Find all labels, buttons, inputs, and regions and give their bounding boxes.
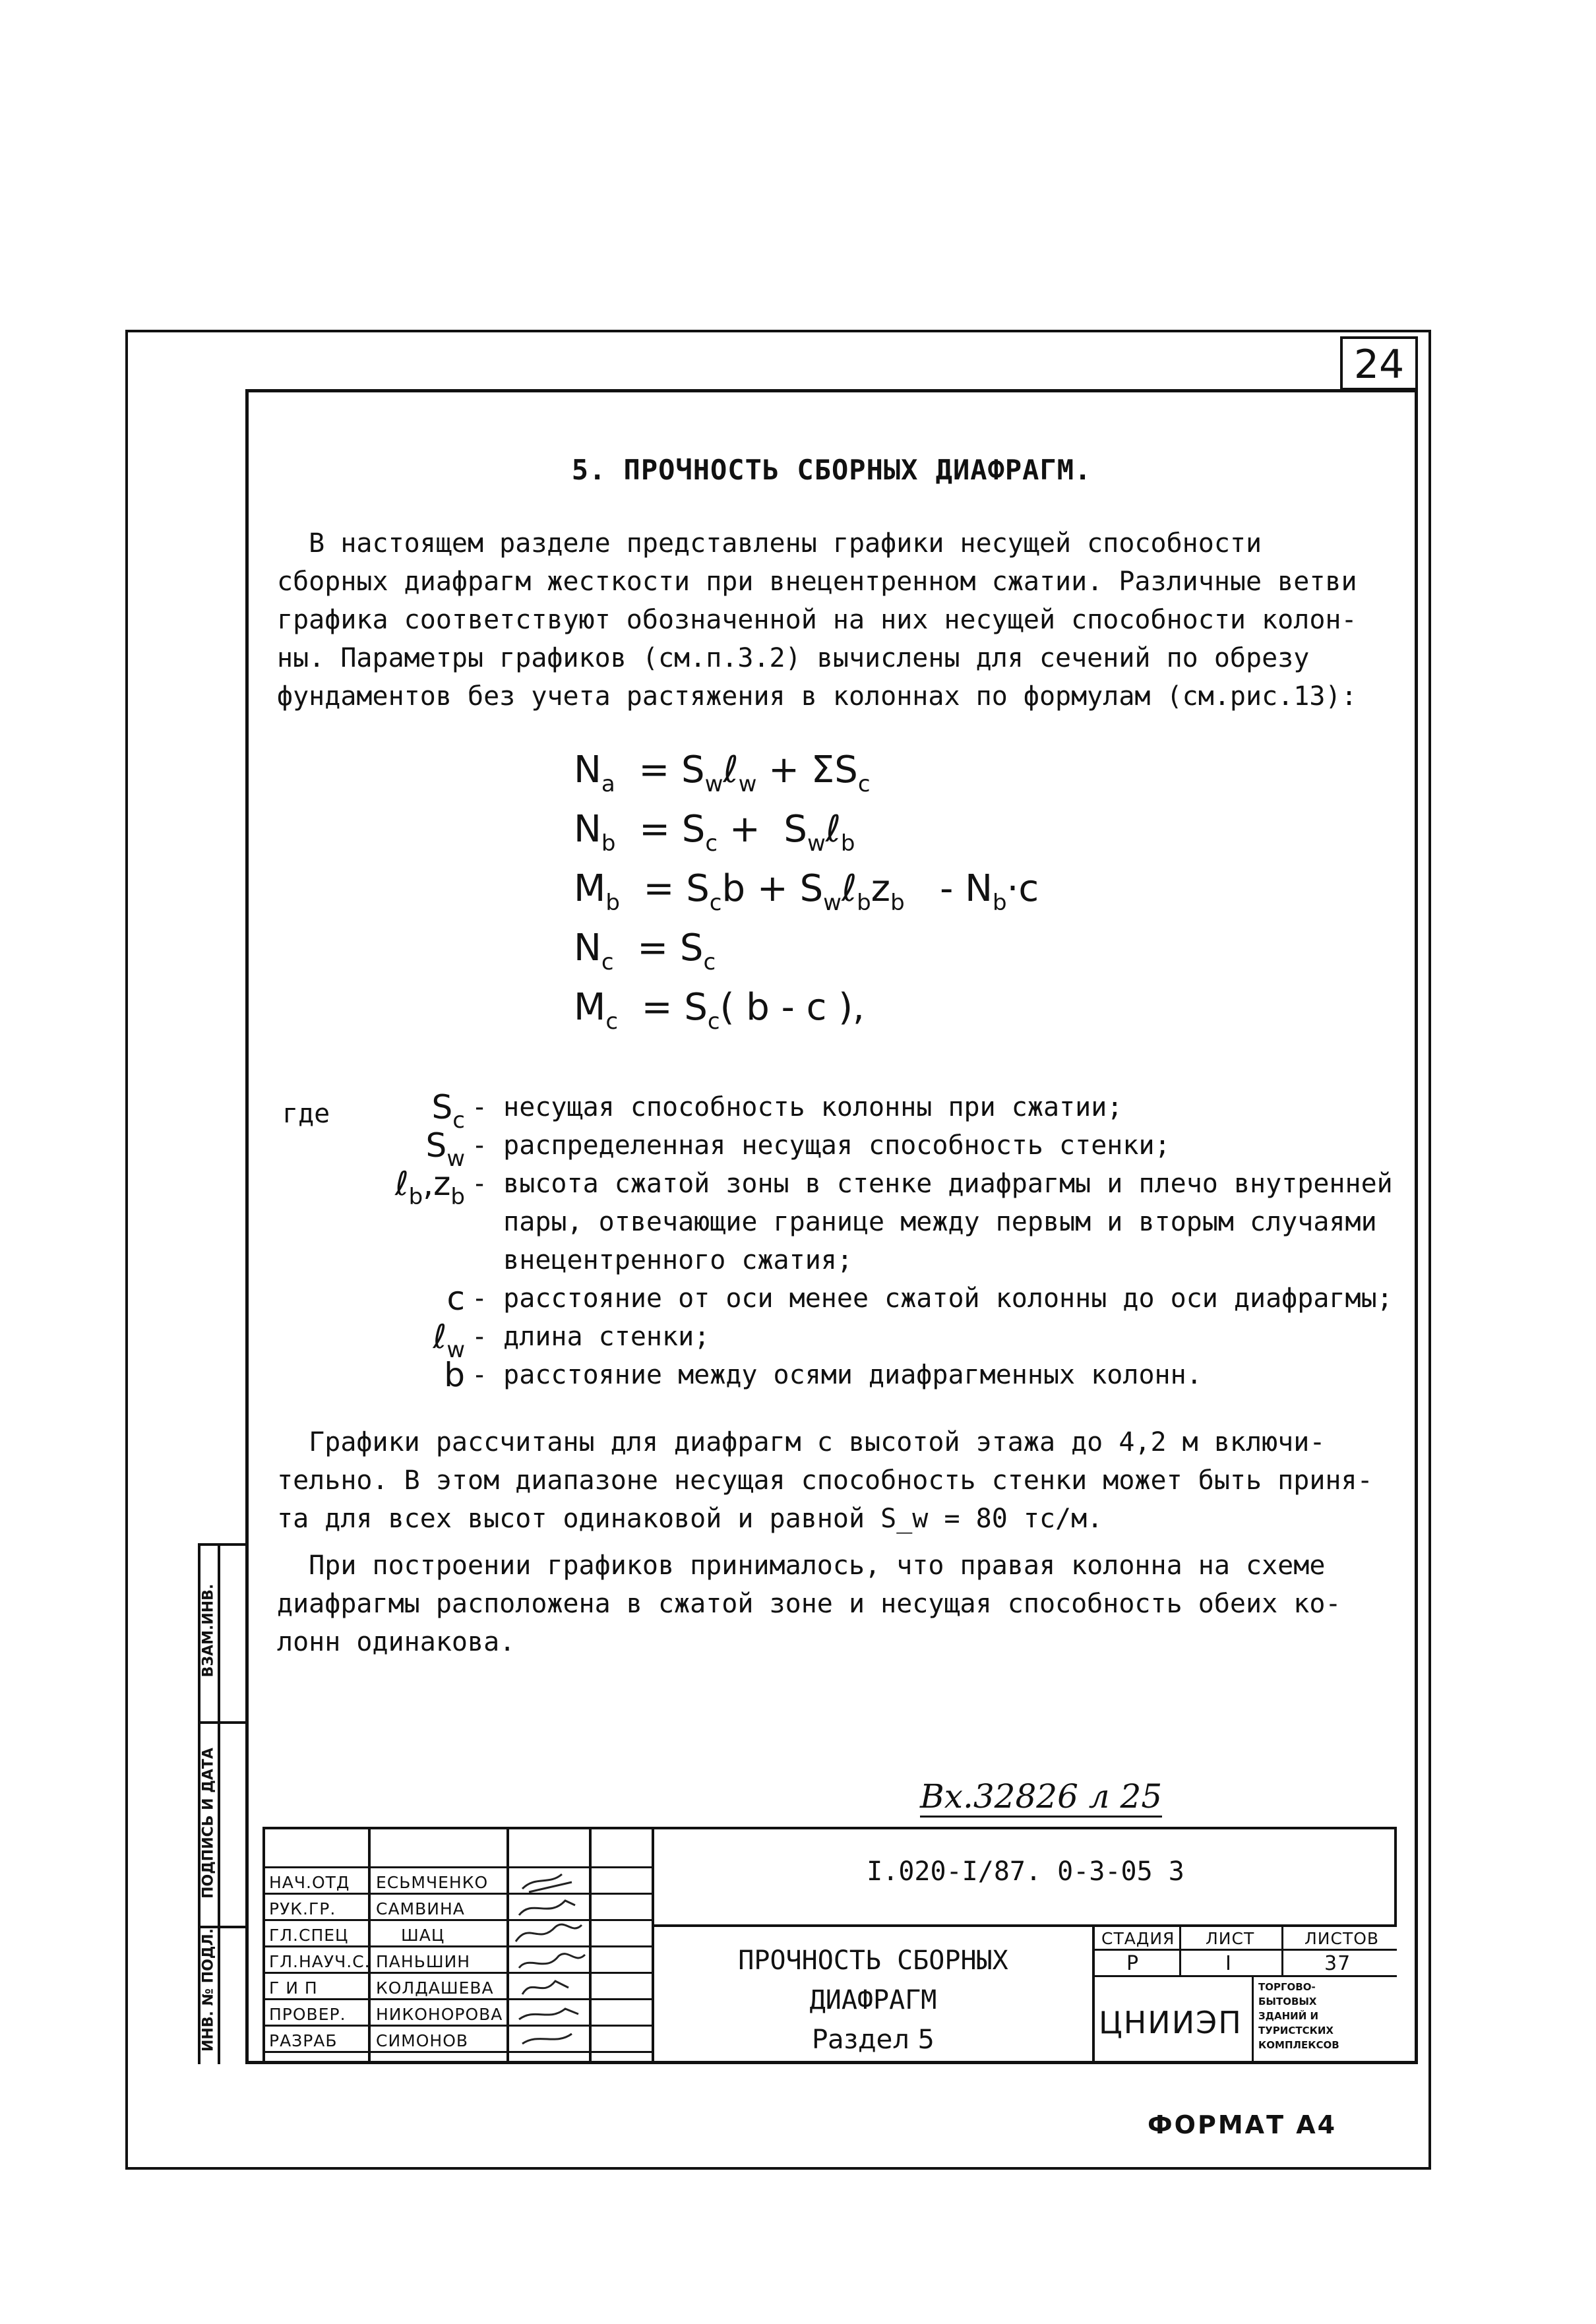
name-cell: САМВИНА [376,1899,465,1918]
name-cell: НИКОНОРОВА [376,2005,503,2024]
para3-line: лонн одинакова. [277,1627,516,1657]
definition-row [333,1318,1393,1363]
intro-paragraph [277,524,1357,716]
definition-text: - несущая способность колонны при сжатии; [472,1092,1123,1122]
definition-row [333,1203,1393,1241]
definition-text: внецентренного сжатия; [472,1245,853,1275]
role-cell: ГЛ.СПЕЦ [269,1926,349,1945]
format-label: ФОРМАТ А4 [1148,2110,1337,2139]
formula-mc: $M_c = S_c$( b - c ), [574,986,865,1035]
intro-line: фундаментов без учета растяжения в колоннах по формулам (см.рис.13): [277,681,1357,712]
definition-symbol: $\ell_b,z_b$ [395,1165,465,1210]
definition-text: - расстояние от оси менее сжатой колонны до оси диафрагмы; [472,1283,1393,1314]
definition-symbol: $S_w$ [425,1126,465,1172]
definition-symbol: b [444,1356,465,1394]
signatures [509,1869,588,2051]
definition-row [333,1279,1393,1318]
organization-name: ЦНИИЭП [1099,2005,1243,2040]
paragraph-3 [277,1546,1341,1661]
para2-line: Графики рассчитаны для диафрагм с высотой этажа до 4,2 м включи- [277,1427,1326,1457]
side-label-inv: ИНВ. № ПОДЛ. [200,1928,217,2052]
incoming-note: Вх.32826 л 25 [920,1777,1162,1818]
formula-nc: $N_c = S_c$ [574,927,716,975]
sheets-header: ЛИСТОВ [1304,1929,1380,1948]
definition-row [333,1088,1393,1134]
para2-line: та для всех высот одинаковой и равной S_w = 80 тс/м. [277,1504,1103,1534]
formula-block [574,749,1039,1045]
definition-text: - высота сжатой зоны в стенке диафрагмы и плечо внутренней [472,1169,1393,1199]
sheet-number: 24 [1340,336,1418,390]
where-label: где [282,1099,330,1129]
role-cell: РАЗРАБ [269,2031,338,2050]
intro-line: графика соответствуют обозначенной на них несущей способности колон- [277,605,1357,635]
section-label: Раздел 5 [812,2025,935,2055]
definition-row [333,1126,1393,1172]
formula-mb: $M_b = S_cb$ + $S_w\ell_bz_b - N_b\cdot c$ [574,867,1039,916]
definition-row [333,1356,1393,1394]
role-cell: НАЧ.ОТД [269,1873,350,1892]
name-cell: ЕСЬМЧЕНКО [376,1873,489,1892]
intro-line: сборных диафрагм жесткости при внецентренном сжатии. Различные ветви [277,566,1357,597]
definition-symbol: c [446,1279,465,1318]
sheets-value: 37 [1324,1952,1351,1975]
definition-text: - распределенная несущая способность стенки; [472,1130,1171,1161]
definition-symbol: ℓ$_w$ [433,1318,465,1363]
document-designation: I.020-I/87. 0-3-05 3 [867,1856,1184,1887]
formula-nb: $N_b = S_c$ + $S_w\ell_b$ [574,808,855,857]
organization-subtitle: ТОРГОВО- БЫТОВЫХ ЗДАНИЙ И ТУРИСТСКИХ КОМПЛЕКСОВ [1258,1981,1339,2051]
paragraph-2 [277,1423,1373,1538]
definition-row [333,1241,1393,1279]
role-cell: ПРОВЕР. [269,2005,346,2024]
sheet-value: I [1225,1952,1232,1975]
definitions [333,1088,1393,1394]
role-cell: ГЛ.НАУЧ.С. [269,1952,371,1971]
definition-symbol: $S_c$ [431,1088,465,1134]
document-title-1: ПРОЧНОСТЬ СБОРНЫХ [738,1945,1008,1976]
role-cell: РУК.ГР. [269,1899,336,1918]
name-cell: СИМОНОВ [376,2031,469,2050]
definition-row [333,1165,1393,1210]
sheet-header: ЛИСТ [1206,1929,1255,1948]
name-cell: КОЛДАШЕВА [376,1978,494,1998]
name-cell: ПАНЬШИН [376,1952,471,1971]
side-label-replace: ВЗАМ.ИНВ. [200,1583,217,1678]
para3-line: диафрагмы расположена в сжатой зоне и несущая способность обеих ко- [277,1589,1341,1619]
para2-line: тельно. В этом диапазоне несущая способность стенки может быть приня- [277,1465,1373,1496]
stage-value: Р [1126,1952,1140,1975]
definition-text: пары, отвечающие границе между первым и вторым случаями [472,1207,1377,1237]
role-cell: Г И П [269,1978,318,1998]
document-title-2: ДИАФРАГМ [809,1985,937,2015]
stage-header: СТАДИЯ [1101,1929,1175,1948]
title-block [262,1827,1397,2064]
intro-line: ны. Параметры графиков (см.п.3.2) вычислены для сечений по обрезу [277,643,1310,673]
para3-line: При построении графиков принималось, что правая колонна на схеме [277,1550,1326,1581]
section-title: 5. ПРОЧНОСТЬ СБОРНЫХ ДИАФРАГМ. [571,454,1092,486]
definition-text: - расстояние между осями диафрагменных колонн. [472,1360,1202,1390]
formula-na: $N_a$ = $S_w\ell_w + \Sigma S_c$ [574,749,871,797]
definition-text: - длина стенки; [472,1322,710,1352]
side-label-sign: ПОДПИСЬ И ДАТА [200,1748,217,1899]
intro-line: В настоящем разделе представлены графики несущей способности [277,528,1262,559]
name-cell: ШАЦ [401,1926,445,1945]
